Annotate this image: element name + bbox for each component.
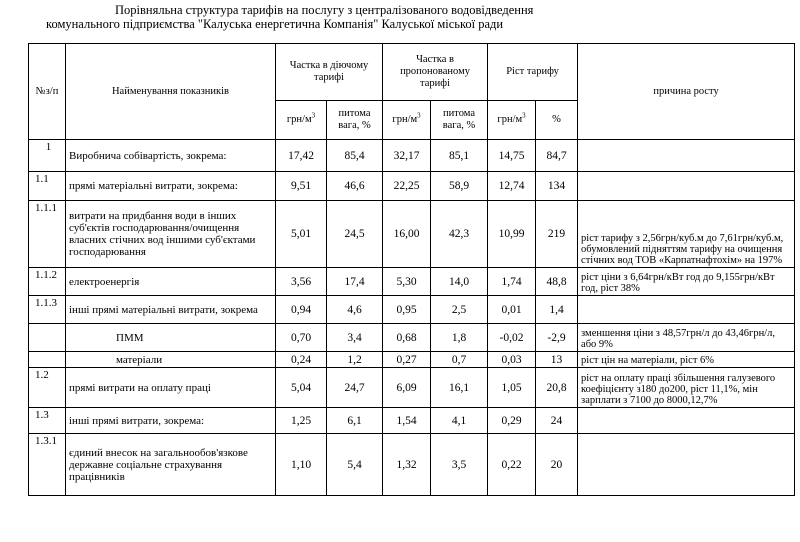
proposed-tariff-share: 1,8 bbox=[431, 324, 488, 352]
table-row bbox=[29, 140, 795, 172]
growth-reason bbox=[578, 434, 795, 496]
proposed-tariff-value: 22,25 bbox=[383, 172, 431, 201]
row-indicator-name: ПММ bbox=[66, 324, 276, 352]
row-indicator-name: прямі витрати на оплату праці bbox=[66, 368, 276, 408]
row-number: 1.1 bbox=[29, 172, 66, 201]
current-tariff-share: 5,4 bbox=[327, 434, 383, 496]
growth-percent: 24 bbox=[536, 408, 578, 434]
growth-reason: ріст ціни з 6,64грн/кВт год до 9,155грн/кВт год, ріст 38% bbox=[578, 268, 795, 296]
header-share: питома вага, % bbox=[431, 101, 488, 140]
header-unit: грн/$м^3$ bbox=[276, 101, 327, 140]
growth-value: 1,05 bbox=[488, 368, 536, 408]
current-tariff-value: 5,04 bbox=[276, 368, 327, 408]
current-tariff-value: 0,94 bbox=[276, 296, 327, 324]
current-tariff-value: 3,56 bbox=[276, 268, 327, 296]
header-unit: грн/$м^3$ bbox=[488, 101, 536, 140]
current-tariff-value: 9,51 bbox=[276, 172, 327, 201]
growth-value: 0,03 bbox=[488, 352, 536, 368]
title-line-2: комунального підприємства "Калуська енергетична Компанія" Калуської міської ради bbox=[46, 17, 504, 31]
growth-percent: -2,9 bbox=[536, 324, 578, 352]
proposed-tariff-value: 6,09 bbox=[383, 368, 431, 408]
table-row bbox=[29, 352, 795, 368]
current-tariff-value: 5,01 bbox=[276, 201, 327, 268]
growth-reason: зменшення ціни з 48,57грн/л до 43,46грн/л, або 9% bbox=[578, 324, 795, 352]
current-tariff-value: 17,42 bbox=[276, 140, 327, 172]
row-indicator-name: матеріали bbox=[66, 352, 276, 368]
current-tariff-share: 4,6 bbox=[327, 296, 383, 324]
proposed-tariff-value: 0,68 bbox=[383, 324, 431, 352]
table-row bbox=[29, 296, 795, 324]
current-tariff-value: 1,10 bbox=[276, 434, 327, 496]
current-tariff-share: 3,4 bbox=[327, 324, 383, 352]
row-indicator-name: електроенергія bbox=[66, 268, 276, 296]
growth-value: -0,02 bbox=[488, 324, 536, 352]
growth-percent: 1,4 bbox=[536, 296, 578, 324]
growth-percent: 20 bbox=[536, 434, 578, 496]
table-row bbox=[29, 434, 795, 496]
growth-reason bbox=[578, 408, 795, 434]
row-number bbox=[29, 324, 66, 352]
growth-percent: 48,8 bbox=[536, 268, 578, 296]
proposed-tariff-share: 4,1 bbox=[431, 408, 488, 434]
row-indicator-name: прямі матеріальні витрати, зокрема: bbox=[66, 172, 276, 201]
table-row bbox=[29, 201, 795, 268]
row-indicator-name: єдиний внесок на загальнообов'язкове державне соціальне страхування працівників bbox=[66, 434, 276, 496]
growth-value: 10,99 bbox=[488, 201, 536, 268]
row-number: 1.3 bbox=[29, 408, 66, 434]
row-number: 1.3.1 bbox=[29, 434, 66, 496]
growth-reason bbox=[578, 172, 795, 201]
table-row bbox=[29, 324, 795, 352]
proposed-tariff-share: 42,3 bbox=[431, 201, 488, 268]
header-proposed-tariff: Частка в пропонованому тарифі bbox=[383, 44, 488, 101]
proposed-tariff-value: 0,95 bbox=[383, 296, 431, 324]
header-no: №з/п bbox=[29, 44, 66, 140]
growth-percent: 20,8 bbox=[536, 368, 578, 408]
growth-value: 0,29 bbox=[488, 408, 536, 434]
growth-reason: ріст на оплату праці збільшення галузевого коефіцієнту з180 до200, ріст 11,1%, мін зарплати з 7100 до 8000,12,7% bbox=[578, 368, 795, 408]
row-number: 1.2 bbox=[29, 368, 66, 408]
growth-value: 14,75 bbox=[488, 140, 536, 172]
proposed-tariff-share: 3,5 bbox=[431, 434, 488, 496]
growth-reason: ріст цін на матеріали, ріст 6% bbox=[578, 352, 795, 368]
row-number: 1.1.3 bbox=[29, 296, 66, 324]
table-row bbox=[29, 368, 795, 408]
current-tariff-share: 17,4 bbox=[327, 268, 383, 296]
header-tariff-growth: Ріст тарифу bbox=[488, 44, 578, 101]
proposed-tariff-share: 2,5 bbox=[431, 296, 488, 324]
current-tariff-value: 0,24 bbox=[276, 352, 327, 368]
current-tariff-share: 46,6 bbox=[327, 172, 383, 201]
proposed-tariff-value: 32,17 bbox=[383, 140, 431, 172]
row-number bbox=[29, 352, 66, 368]
tariff-table bbox=[28, 43, 795, 496]
proposed-tariff-share: 0,7 bbox=[431, 352, 488, 368]
header-unit: грн/$м^3$ bbox=[383, 101, 431, 140]
proposed-tariff-value: 1,32 bbox=[383, 434, 431, 496]
current-tariff-value: 0,70 bbox=[276, 324, 327, 352]
title-line-1: Порівняльна структура тарифів на послугу з централізованого водовідведення bbox=[115, 3, 534, 17]
proposed-tariff-value: 0,27 bbox=[383, 352, 431, 368]
header-current-tariff: Частка в діючому тарифі bbox=[276, 44, 383, 101]
current-tariff-share: 85,4 bbox=[327, 140, 383, 172]
row-indicator-name: витрати на придбання води в інших суб'єктів господарювання/очищення власних стічних вод іншими суб'єктами господарювання bbox=[66, 201, 276, 268]
current-tariff-share: 24,7 bbox=[327, 368, 383, 408]
growth-reason bbox=[578, 140, 795, 172]
proposed-tariff-share: 14,0 bbox=[431, 268, 488, 296]
growth-percent: 13 bbox=[536, 352, 578, 368]
header-share: питома вага, % bbox=[327, 101, 383, 140]
row-number: 1.1.2 bbox=[29, 268, 66, 296]
growth-reason: ріст тарифу з 2,56грн/куб.м до 7,61грн/куб.м, обумовлений підняттям тарифу на очищення стічних вод ТОВ «Карпатнафтохім» на 197% bbox=[578, 201, 795, 268]
table-row bbox=[29, 408, 795, 434]
proposed-tariff-value: 16,00 bbox=[383, 201, 431, 268]
current-tariff-share: 24,5 bbox=[327, 201, 383, 268]
proposed-tariff-value: 1,54 bbox=[383, 408, 431, 434]
growth-value: 0,01 bbox=[488, 296, 536, 324]
row-number: 1.1.1 bbox=[29, 201, 66, 268]
growth-percent: 219 bbox=[536, 201, 578, 268]
growth-value: 0,22 bbox=[488, 434, 536, 496]
row-indicator-name: Виробнича собівартість, зокрема: bbox=[66, 140, 276, 172]
row-number: 1 bbox=[29, 140, 66, 172]
proposed-tariff-share: 16,1 bbox=[431, 368, 488, 408]
growth-value: 12,74 bbox=[488, 172, 536, 201]
table-row bbox=[29, 268, 795, 296]
current-tariff-share: 6,1 bbox=[327, 408, 383, 434]
growth-percent: 134 bbox=[536, 172, 578, 201]
proposed-tariff-value: 5,30 bbox=[383, 268, 431, 296]
row-indicator-name: інші прямі матеріальні витрати, зокрема bbox=[66, 296, 276, 324]
header-reason: причина росту bbox=[578, 44, 795, 140]
table-row bbox=[29, 172, 795, 201]
current-tariff-value: 1,25 bbox=[276, 408, 327, 434]
growth-percent: 84,7 bbox=[536, 140, 578, 172]
row-indicator-name: інші прямі витрати, зокрема: bbox=[66, 408, 276, 434]
growth-value: 1,74 bbox=[488, 268, 536, 296]
header-name: Найменування показників bbox=[66, 44, 276, 140]
current-tariff-share: 1,2 bbox=[327, 352, 383, 368]
proposed-tariff-share: 58,9 bbox=[431, 172, 488, 201]
header-percent: % bbox=[536, 101, 578, 140]
proposed-tariff-share: 85,1 bbox=[431, 140, 488, 172]
growth-reason bbox=[578, 296, 795, 324]
